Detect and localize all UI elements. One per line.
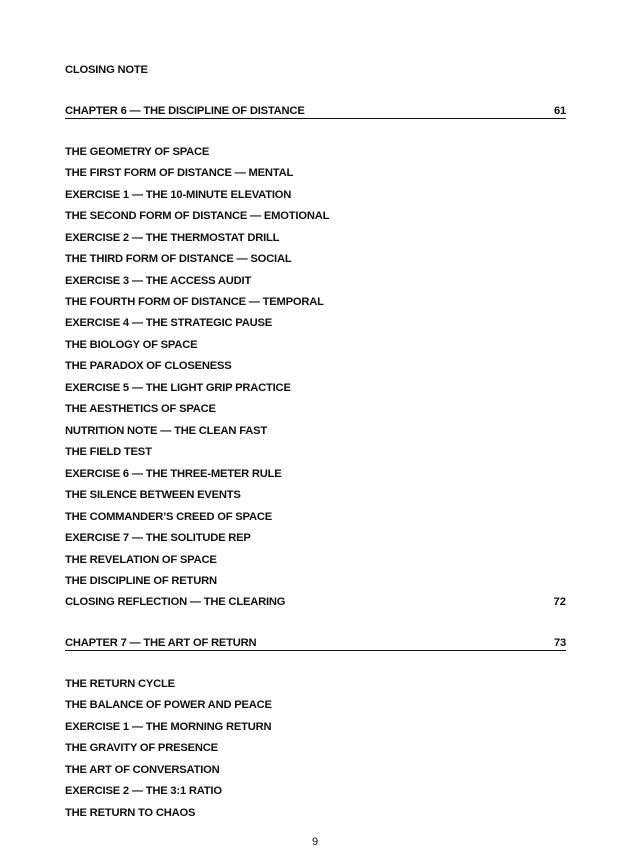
chapter-page-number: 73 <box>553 637 566 649</box>
toc-entry[interactable]: THE AESTHETICS OF SPACE <box>65 403 216 415</box>
toc-entry[interactable]: THE BALANCE OF POWER AND PEACE <box>65 699 272 711</box>
toc-entry[interactable]: NUTRITION NOTE — THE CLEAN FAST <box>65 425 268 437</box>
toc-entry[interactable]: EXERCISE 6 — THE THREE-METER RULE <box>65 468 282 480</box>
toc-entry[interactable]: THE GEOMETRY OF SPACE <box>65 146 210 158</box>
toc-chapter-6[interactable] <box>65 104 566 119</box>
page-number: 9 <box>311 836 319 848</box>
toc-entry-closing-note[interactable]: CLOSING NOTE <box>65 64 148 76</box>
toc-entry[interactable]: THE SILENCE BETWEEN EVENTS <box>65 489 241 501</box>
toc-entry[interactable]: THE COMMANDER’S CREED OF SPACE <box>65 511 272 523</box>
toc-entry[interactable]: EXERCISE 1 — THE 10-MINUTE ELEVATION <box>65 189 292 201</box>
toc-entry-closing-reflection[interactable]: CLOSING REFLECTION — THE CLEARING <box>65 596 286 608</box>
toc-entry[interactable]: THE REVELATION OF SPACE <box>65 554 217 566</box>
toc-entry[interactable]: EXERCISE 1 — THE MORNING RETURN <box>65 721 272 733</box>
toc-entry[interactable]: THE FIRST FORM OF DISTANCE — MENTAL <box>65 167 294 179</box>
chapter-title: CHAPTER 7 — THE ART OF RETURN <box>65 637 257 649</box>
toc-entry[interactable]: THE ART OF CONVERSATION <box>65 764 220 776</box>
toc-entry[interactable]: THE FIELD TEST <box>65 446 152 458</box>
toc-entry[interactable]: THE RETURN CYCLE <box>65 678 175 690</box>
toc-entry[interactable]: THE DISCIPLINE OF RETURN <box>65 575 217 587</box>
toc-entry[interactable]: THE THIRD FORM OF DISTANCE — SOCIAL <box>65 253 292 265</box>
toc-chapter-7[interactable] <box>65 636 566 651</box>
toc-entry[interactable]: THE PARADOX OF CLOSENESS <box>65 360 232 372</box>
chapter-page-number: 61 <box>553 105 566 117</box>
toc-entry[interactable]: EXERCISE 2 — THE THERMOSTAT DRILL <box>65 232 280 244</box>
closing-reflection-page-number: 72 <box>553 596 566 608</box>
toc-entry[interactable]: THE SECOND FORM OF DISTANCE — EMOTIONAL <box>65 210 330 222</box>
toc-entry[interactable]: THE FOURTH FORM OF DISTANCE — TEMPORAL <box>65 296 324 308</box>
toc-entry[interactable]: THE BIOLOGY OF SPACE <box>65 339 198 351</box>
toc-entry[interactable]: EXERCISE 5 — THE LIGHT GRIP PRACTICE <box>65 382 291 394</box>
toc-entry[interactable]: EXERCISE 7 — THE SOLITUDE REP <box>65 532 251 544</box>
toc-entry[interactable]: EXERCISE 2 — THE 3:1 RATIO <box>65 785 222 797</box>
toc-entry[interactable]: EXERCISE 3 — THE ACCESS AUDIT <box>65 275 252 287</box>
chapter-title: CHAPTER 6 — THE DISCIPLINE OF DISTANCE <box>65 105 305 117</box>
toc-entry[interactable]: THE GRAVITY OF PRESENCE <box>65 742 218 754</box>
toc-entry[interactable]: EXERCISE 4 — THE STRATEGIC PAUSE <box>65 317 273 329</box>
toc-entry[interactable]: THE RETURN TO CHAOS <box>65 807 196 819</box>
